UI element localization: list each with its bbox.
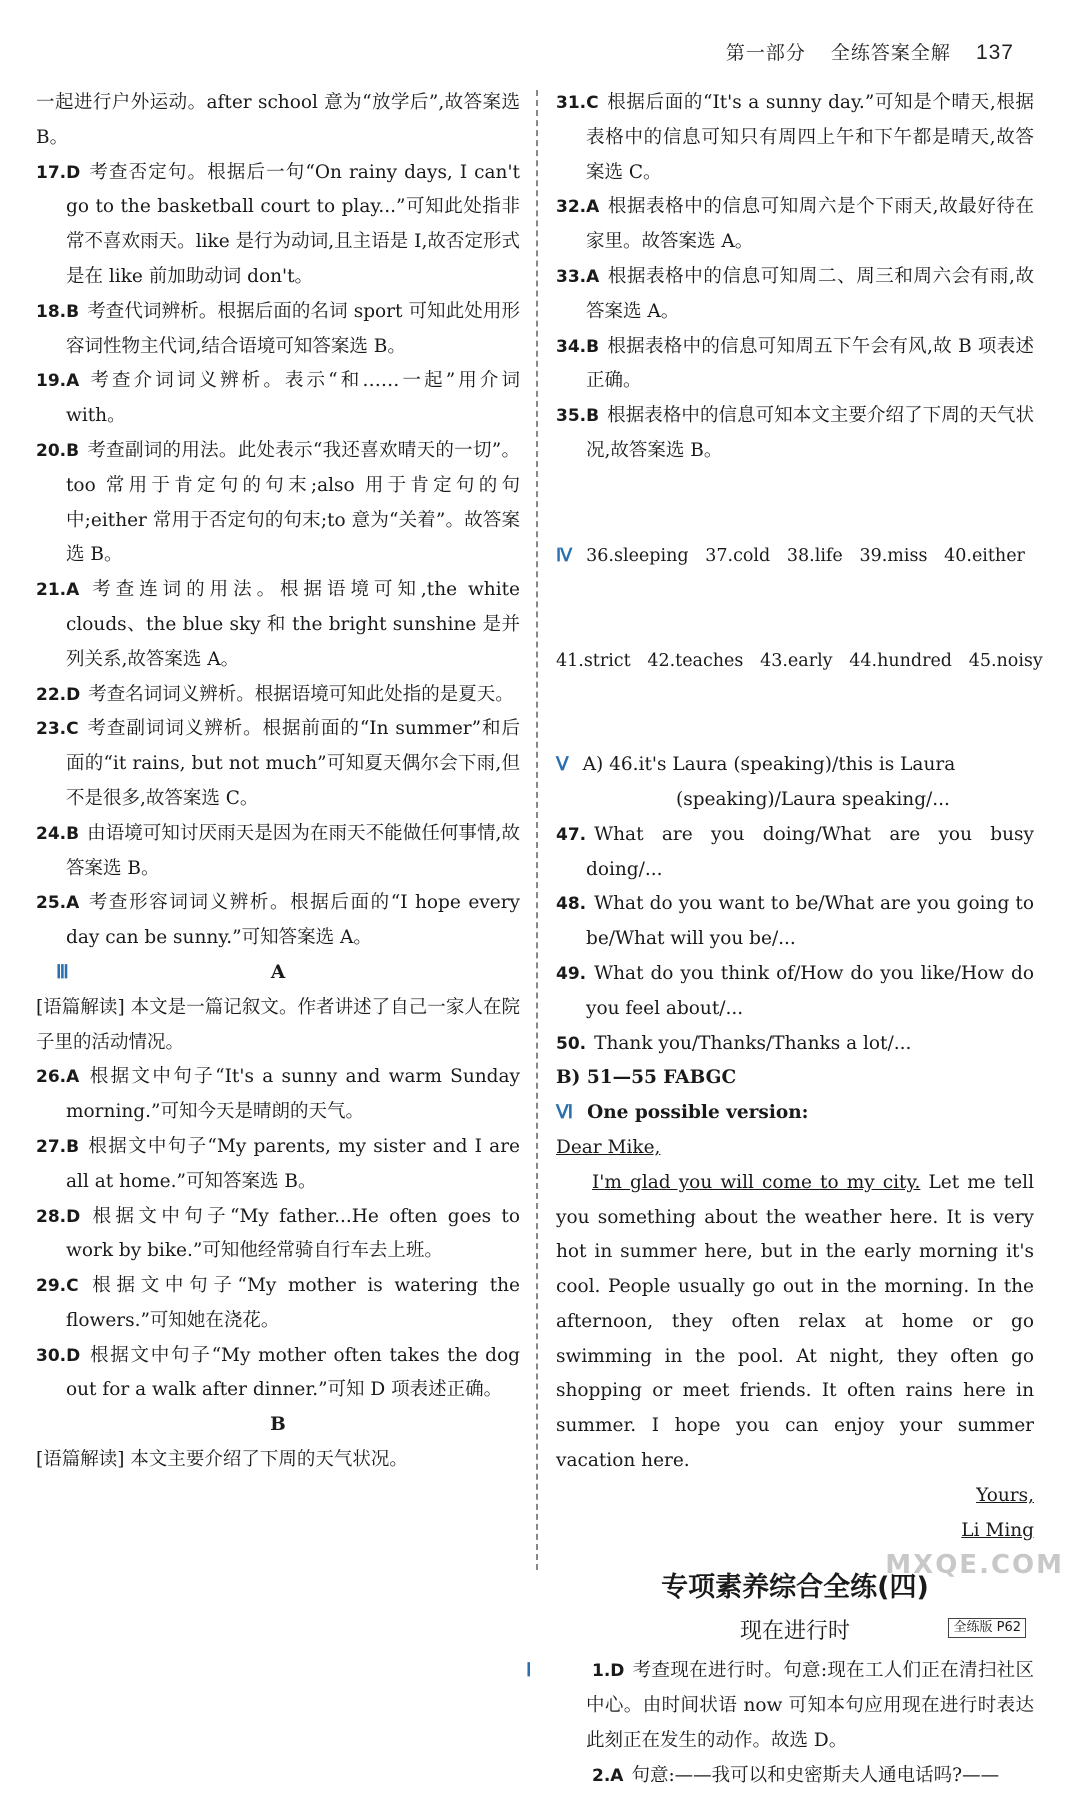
answer-text: 考查否定句。根据后一句“On rainy days, I can't go to the basketball court to play...”可知此处指非常不喜欢雨天。like 是行为动词,且主语是 I,故否定形式是在 like 前加助动词 don't。 [66, 161, 520, 287]
answer-text: 考查名词词义辨析。根据语境可知此处指的是夏天。 [88, 683, 514, 705]
answer-item [36, 886, 520, 956]
answer-text: 一起进行户外运动。after school 意为“放学后”,故答案选 B。 [36, 92, 520, 148]
answer-text: [语篇解读] 本文是一篇记叙文。作者讲述了自己一家人在院子里的活动情况。 [36, 996, 520, 1053]
answer-item [36, 295, 520, 365]
answer-text: What do you want to be/What are you going to be/What will you be/... [586, 893, 1034, 950]
answer-item [36, 1060, 520, 1130]
answer-text: What are you doing/What are you busy doing/... [586, 823, 1034, 880]
watermark: MXQE.COM [885, 1550, 1064, 1580]
answer-item [526, 1654, 1034, 1758]
answer-text: 考查代词辨析。根据后面的名词 sport 可知此处用形容词性物主代词,结合语境可知答案选 B。 [66, 300, 520, 357]
roman-numeral: Ⅵ [556, 1103, 574, 1124]
answer-list-left [36, 86, 520, 956]
answer-item [556, 957, 1034, 1027]
section-iv-line2: 41.strict 42.teaches 43.early 44.hundred 45.noisy [556, 650, 1043, 671]
answer-number: 47. [556, 824, 587, 845]
answer-number: 50. [556, 1033, 587, 1054]
answer-number: 34.B [556, 336, 600, 357]
roman-numeral: Ⅴ [556, 755, 569, 776]
answer-number: 25.A [36, 893, 80, 914]
answer-number: 21.A [36, 580, 80, 601]
letter-greeting: Dear Mike, [556, 1136, 661, 1158]
letter-body [556, 1166, 1034, 1479]
answer-item [556, 399, 1034, 469]
answer-text: 根据文中句子“It's a sunny and warm Sunday morning.”可知今天是晴朗的天气。 [66, 1066, 520, 1123]
special-title: 专项素养综合全练(四) [661, 1572, 929, 1604]
letter-first-sentence: I'm glad you will come to my city. [592, 1171, 921, 1193]
answer-number: 18.B [36, 301, 80, 322]
answer-number: 33.A [556, 266, 600, 287]
answer-item [36, 678, 520, 713]
answer-number: 19.A [36, 371, 80, 392]
answer-text: 根据表格中的信息可知周五下午会有风,故 B 项表述正确。 [586, 335, 1034, 392]
answer-number: 1.D [592, 1661, 625, 1682]
section-b-heading: B [270, 1414, 286, 1436]
answer-item [36, 1200, 520, 1270]
section-vi-label: One possible version: [587, 1102, 809, 1124]
answer-item [36, 712, 520, 816]
part-label: 第一部分 [725, 42, 806, 64]
answer-number: 27.B [36, 1136, 80, 1157]
section-v-line1: A) 46.it's Laura (speaking)/this is Laura [582, 754, 956, 776]
answer-item [36, 1130, 520, 1200]
answer-list-right-2 [556, 818, 1034, 1062]
letter [556, 1131, 1034, 1549]
subtitle-text: 现在进行时 [739, 1619, 850, 1645]
answer-text: 考查副词的用法。此处表示“我还喜欢晴天的一切”。too 常用于肯定句的句末;also 用于肯定句的句中;either 常用于否定句的句末;to 意为“关着”。故答案选 B。 [66, 439, 520, 566]
answer-text: 考查副词词义辨析。根据前面的“In summer”和后面的“it rains, but not much”可知夏天偶尔会下雨,但不是很多,故答案选 C。 [66, 718, 520, 809]
answer-text: 根据表格中的信息可知本文主要介绍了下周的天气状况,故答案选 B。 [586, 405, 1034, 461]
answer-number: 49. [556, 963, 587, 984]
answer-item [36, 156, 520, 295]
answer-item [556, 260, 1034, 330]
answer-number: 24.B [36, 823, 80, 844]
answer-item [556, 190, 1034, 260]
answer-text: What do you think of/How do you like/How do you feel about/... [586, 962, 1034, 1019]
section-vi-heading [556, 1096, 1034, 1131]
answer-number: 30.D [36, 1345, 81, 1366]
answer-item [556, 1027, 1034, 1062]
right-column [526, 86, 1043, 1794]
answer-item [36, 1339, 520, 1409]
answer-text: 根据文中句子“My father...He often goes to work by bike.”可知他经常骑自行车去上班。 [66, 1205, 520, 1262]
answer-item [556, 330, 1034, 400]
answer-text: 根据表格中的信息可知周六是个下雨天,故最好待在家里。故答案选 A。 [586, 196, 1034, 253]
answer-item [36, 991, 520, 1061]
answer-number: 32.A [556, 197, 600, 218]
answer-item [36, 364, 520, 434]
special-subtitle [556, 1610, 1034, 1654]
answer-number: 17.D [36, 162, 81, 183]
answer-list-right-3 [526, 1654, 1034, 1793]
answer-item [36, 434, 520, 573]
answer-text: Thank you/Thanks/Thanks a lot/... [594, 1032, 912, 1054]
answer-list-right [556, 86, 1034, 469]
section-v [556, 748, 1034, 818]
answer-item [556, 1759, 1034, 1794]
answer-number: 20.B [36, 440, 80, 461]
answer-item [36, 573, 520, 677]
answer-text: 根据表格中的信息可知周二、周三和周六会有雨,故答案选 A。 [586, 265, 1034, 322]
answer-item [36, 86, 520, 156]
answer-text: 考查连词的用法。根据语境可知,the white clouds、the blue sky 和 the bright sunshine 是并列关系,故答案选 A。 [66, 579, 520, 670]
b-answer-line: B) 51—55 FABGC [556, 1067, 737, 1089]
section-iii-heading [36, 956, 520, 991]
answer-text: 根据文中句子“My mother often takes the dog out for a walk after dinner.”可知 D 项表述正确。 [66, 1344, 520, 1401]
page-header [708, 38, 1014, 65]
letter-signature: Li Ming [961, 1519, 1034, 1541]
answer-text: 考查形容词词义辨析。根据后面的“I hope every day can be sunny.”可知答案选 A。 [66, 892, 520, 949]
column-divider [536, 90, 538, 1570]
answer-number: 48. [556, 894, 587, 915]
letter-body-text: Let me tell you something about the weather here. It is very hot in summer here, but in the early morning it's cool. People usually go out in the morning. In the afternoon, they often relax at home or go swimming in the pool. At night, they often go shopping or meet friends. It often rains here in summer. I hope you can enjoy your summer vacation here. [556, 1171, 1035, 1472]
answer-number: 28.D [36, 1206, 81, 1227]
answer-text: 根据文中句子“My parents, my sister and I are all at home.”可知答案选 B。 [66, 1135, 520, 1192]
book-title: 全练答案全解 [830, 42, 951, 64]
answer-item [36, 1269, 520, 1339]
answer-item [556, 86, 1034, 190]
letter-closing: Yours, [976, 1484, 1034, 1506]
answer-item [36, 817, 520, 887]
page-number: 137 [975, 41, 1014, 64]
answer-number: 26.A [36, 1067, 80, 1088]
answer-list-left-2 [36, 991, 520, 1409]
answer-text: 考查介词词义辨析。表示“和……一起”用介词 with。 [66, 370, 520, 427]
answer-number: 22.D [36, 684, 81, 705]
roman-numeral: Ⅳ [556, 545, 573, 566]
answer-text: 根据后面的“It's a sunny day.”可知是个晴天,根据表格中的信息可知只有周四上午和下午都是晴天,故答案选 C。 [586, 92, 1034, 183]
answer-item [556, 887, 1034, 957]
passage-note: [语篇解读] 本文主要介绍了下周的天气状况。 [36, 1449, 408, 1471]
answer-text: 句意:——我可以和史密斯夫人通电话吗?—— [631, 1764, 1000, 1786]
section-iv-line1: 36.sleeping 37.cold 38.life 39.miss 40.either [586, 546, 1025, 567]
answer-number: 2.A [592, 1765, 624, 1786]
section-v-line1b: (speaking)/Laura speaking/... [676, 788, 950, 810]
answer-text: 根据文中句子“My mother is watering the flowers.”可知她在浇花。 [66, 1275, 520, 1331]
section-label: A [270, 961, 286, 983]
roman-numeral: Ⅲ [56, 962, 69, 983]
answer-number: 35.B [556, 406, 600, 427]
roman-numeral: Ⅰ [526, 1661, 532, 1682]
answer-number: 31.C [556, 93, 599, 113]
answer-text: 考查现在进行时。句意:现在工人们正在清扫社区中心。由时间状语 now 可知本句应用现在进行时表达此刻正在发生的动作。故选 D。 [586, 1660, 1034, 1752]
left-column [36, 86, 520, 1478]
section-iv [556, 469, 1043, 748]
reference-tag: 全练版 P62 [948, 1618, 1026, 1638]
answer-number: 29.C [36, 1276, 79, 1297]
answer-item [556, 818, 1034, 888]
answer-text: 由语境可知讨厌雨天是因为在雨天不能做任何事情,故答案选 B。 [66, 822, 520, 879]
answer-number: 23.C [36, 719, 79, 740]
